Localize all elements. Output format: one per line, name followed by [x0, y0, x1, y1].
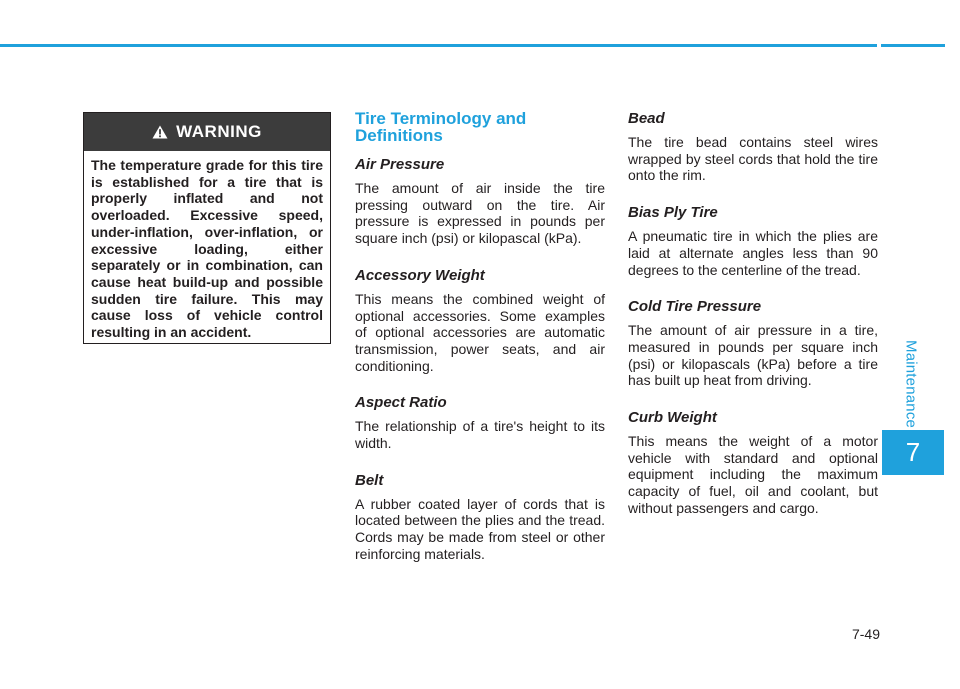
term-heading: Air Pressure — [355, 156, 445, 173]
term-definition: The tire bead contains steel wires wrapped by steel cords that hold the tire onto the rim. — [628, 134, 878, 184]
term-definition: The amount of air pressure in a tire, measured in pounds per square inch (psi) or kilopascals (kPa) before a tire has built up heat from driving. — [628, 322, 878, 389]
term-heading: Bias Ply Tire — [628, 204, 718, 222]
term-heading: Belt — [355, 471, 384, 489]
term-heading: Curb Weight — [628, 409, 717, 427]
column-middle — [355, 110, 605, 583]
warning-title: WARNING — [176, 122, 262, 141]
term-heading: Cold Tire Pressure — [628, 298, 762, 316]
side-tab-rule — [881, 44, 945, 47]
section-title: Tire Terminology and Definitions — [355, 109, 527, 145]
header-rule — [0, 44, 877, 47]
chapter-label: Maintenance — [902, 339, 920, 429]
term-definition: The relationship of a tire's height to its width. — [355, 418, 605, 452]
term-heading: Accessory Weight — [355, 266, 485, 284]
term-definition: A rubber coated layer of cords that is located between the plies and the tread. Cords may be made from steel or other reinforcing materials. — [355, 495, 605, 562]
warning-text: The temperature grade for this tire is established for a tire that is properly inflated and not overloaded. Excessive speed, under-inflation, over-inflation, or excessive loading, either separately or in combination, can cause heat build-up and possible sudden tire failure. This may cause loss of vehicle control resulting in an accident. — [91, 157, 323, 341]
chapter-number-tab: 7 — [882, 430, 944, 475]
column-right — [628, 110, 878, 537]
term-definition: This means the combined weight of optional accessories. Some examples of optional accessories are automatic transmission, power seats, and air conditioning. — [355, 290, 605, 374]
warning-triangle-icon — [152, 125, 168, 139]
term-definition: This means the weight of a motor vehicle with standard and optional equipment including the maximum capacity of fuel, oil and coolant, but without passengers and cargo. — [628, 433, 878, 516]
term-definition: A pneumatic tire in which the plies are laid at alternate angles less than 90 degrees to the centerline of the tread. — [628, 228, 878, 278]
warning-box — [83, 112, 331, 344]
term-heading: Bead — [628, 110, 665, 127]
page-number: 7-49 — [851, 626, 880, 642]
term-heading: Aspect Ratio — [355, 394, 447, 412]
warning-header — [84, 113, 330, 151]
term-definition: The amount of air inside the tire pressing outward on the tire. Air pressure is expressed in pounds per square inch (psi) or kilopascal (kPa). — [355, 180, 605, 247]
